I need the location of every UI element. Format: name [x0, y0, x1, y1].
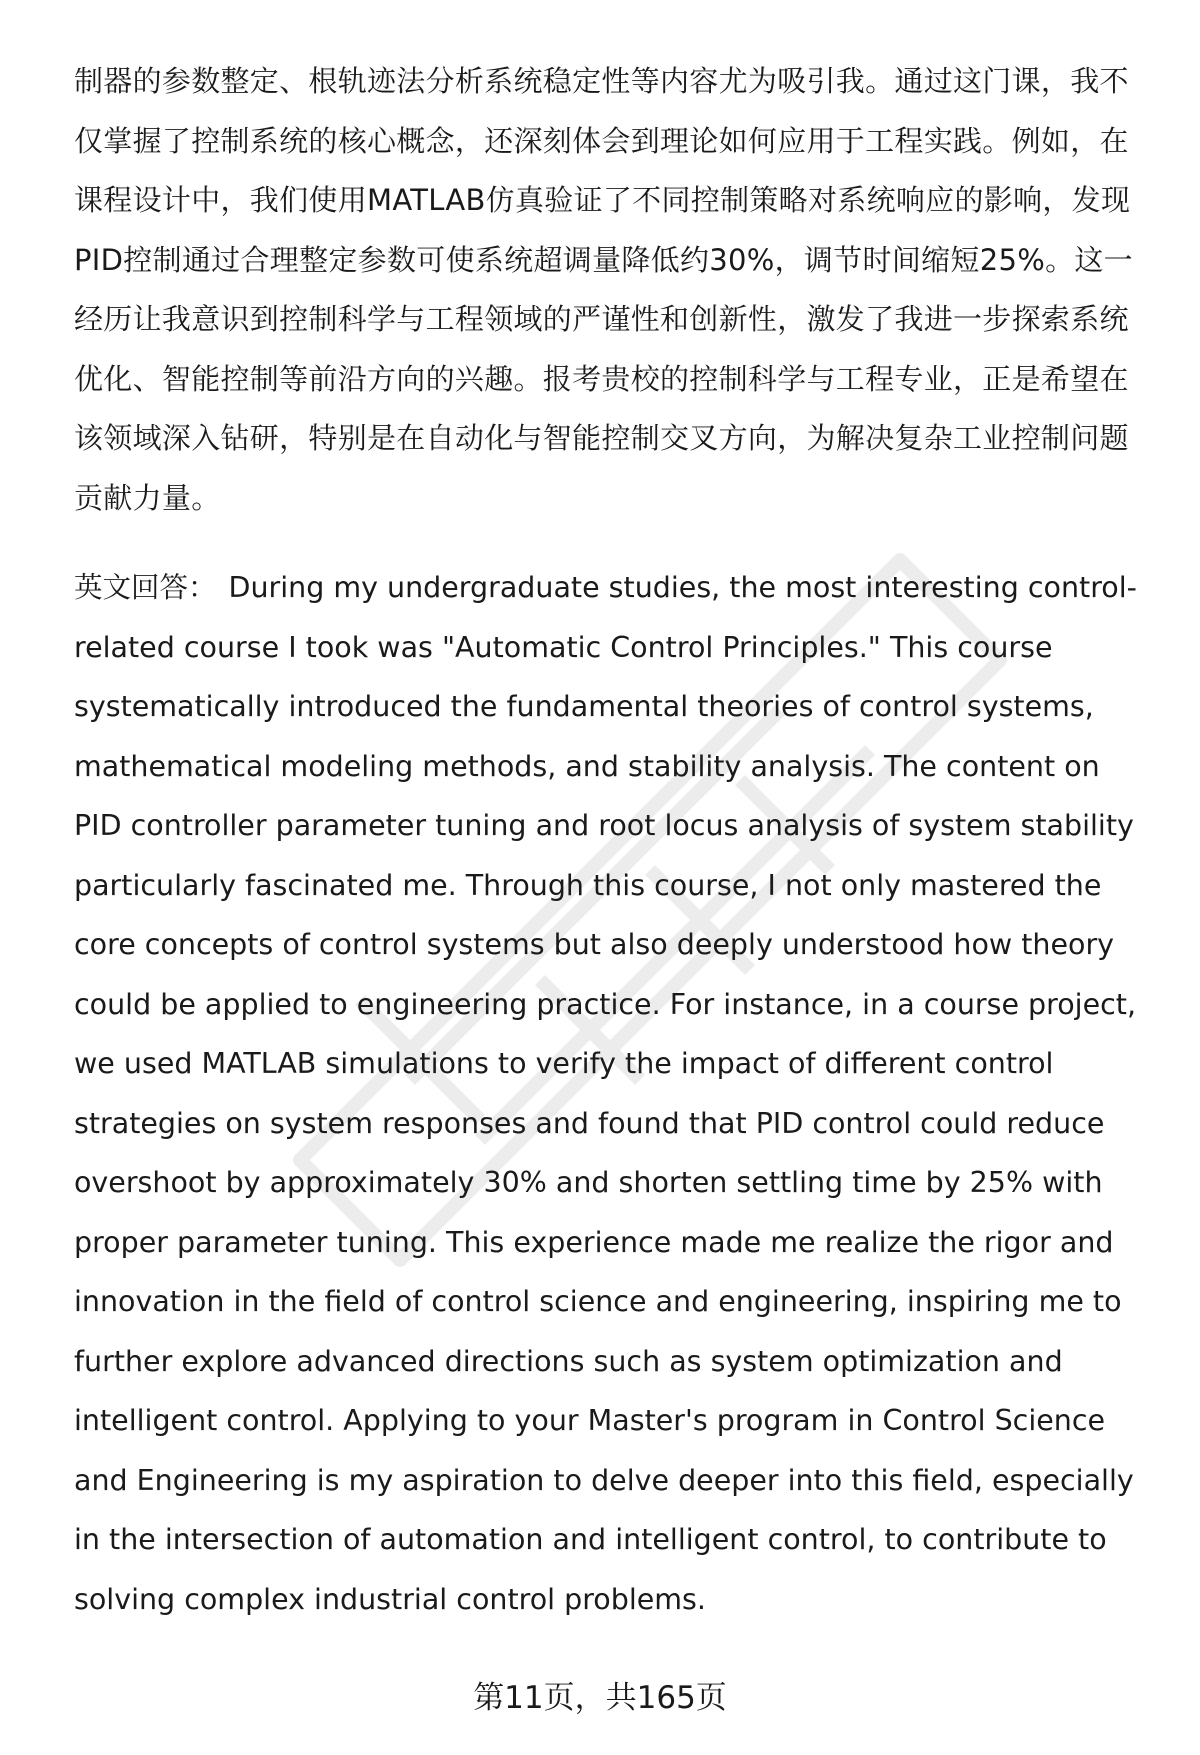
chinese-answer-paragraph: 制器的参数整定、根轨迹法分析系统稳定性等内容尤为吸引我。通过这门课，我不仅掌握了控制系统的核心概念，还深刻体会到理论如何应用于工程实践。例如，在课程设计中，我们使用MATLAB仿真验证了不同控制策略对系统响应的影响，发现PID控制通过合理整定参数可使系统超调量降低约30%，调节时间缩短25%。这一经历让我意识到控制科学与工程领域的严谨性和创新性，激发了我进一步探索系统优化、智能控制等前沿方向的兴趣。报考贵校的控制科学与工程专业，正是希望在该领域深入钻研，特别是在自动化与智能控制交叉方向，为解决复杂工业控制问题贡献力量。 [74, 64, 1133, 515]
page-number-footer: 第11页，共165页 [473, 1680, 727, 1716]
document-body [74, 52, 1154, 1629]
english-answer-label: 英文回答： [74, 571, 217, 604]
english-answer-text: During my undergraduate studies, the most interesting control-related course I took was "Automatic Control Principles." This course systematically introduced the fundamental theories of control systems, mathematical modeling methods, and stability analysis. The content on PID controller parameter tuning and root locus analysis of system stability particularly fascinated me. Through this course, I not only mastered the core concepts of control systems but also deeply understood how theory could be applied to engineering practice. For instance, in a course project, we used MATLAB simulations to verify the impact of different control strategies on system responses and found that PID control could reduce overshoot by approximately 30% and shorten settling time by 25% with proper parameter tuning. This experience made me realize the rigor and innovation in the field of control science and engineering, inspiring me to further explore advanced directions such as system optimization and intelligent control. Applying to your Master's program in Control Science and Engineering is my aspiration to delve deeper into this field, especially in the intersection of automation and intelligent control, to contribute to solving complex industrial control problems. [74, 571, 1137, 1616]
english-answer-paragraph [74, 558, 1154, 1629]
